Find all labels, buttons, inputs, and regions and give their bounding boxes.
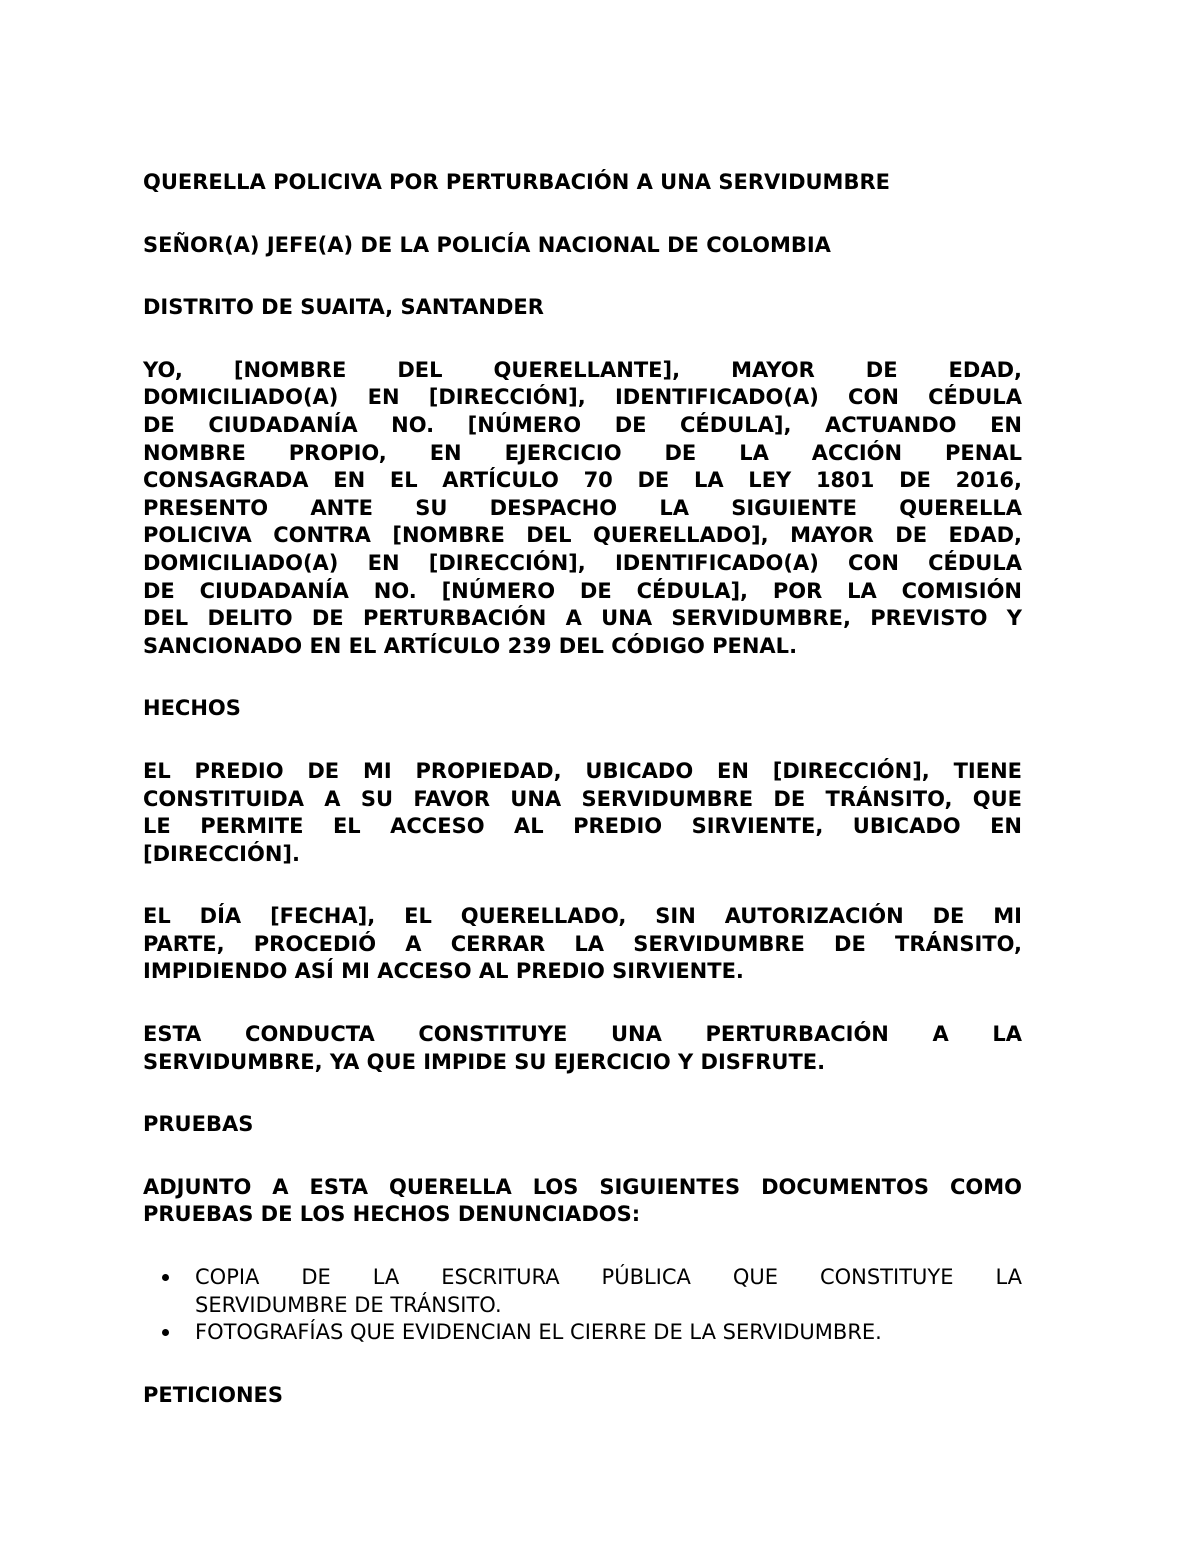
hechos-paragraph (143, 1021, 1022, 1076)
district: DISTRITO DE SUAITA, SANTANDER (143, 295, 544, 320)
list-item (143, 1264, 1022, 1319)
text-line: SERVIDUMBRE, YA QUE IMPIDE SU EJERCICIO Y DISFRUTE. (143, 1049, 826, 1074)
text-line: ADJUNTO A ESTA QUERELLA LOS SIGUIENTES DOCUMENTOS COMO (143, 1174, 1022, 1199)
text-line: PRESENTO ANTE SU DESPACHO LA SIGUIENTE QUERELLA (143, 495, 1022, 520)
text-line: SANCIONADO EN EL ARTÍCULO 239 DEL CÓDIGO PENAL. (143, 633, 798, 658)
text-line: CONSAGRADA EN EL ARTÍCULO 70 DE LA LEY 1801 DE 2016, (143, 468, 1022, 493)
text-line: EL PREDIO DE MI PROPIEDAD, UBICADO EN [DIRECCIÓN], TIENE (143, 758, 1022, 783)
text-line: DOMICILIADO(A) EN [DIRECCIÓN], IDENTIFICADO(A) CON CÉDULA (143, 550, 1022, 575)
peticiones-heading: PETICIONES (143, 1382, 283, 1407)
document-page (143, 169, 1022, 1444)
text-line: DEL DELITO DE PERTURBACIÓN A UNA SERVIDUMBRE, PREVISTO Y (143, 606, 1022, 631)
list-item (143, 1319, 1022, 1347)
hechos-heading: HECHOS (143, 696, 241, 721)
text-line: FOTOGRAFÍAS QUE EVIDENCIAN EL CIERRE DE LA SERVIDUMBRE. (195, 1320, 882, 1345)
text-line: DE CIUDADANÍA NO. [NÚMERO DE CÉDULA], ACTUANDO EN (143, 412, 1022, 437)
text-line: CONSTITUIDA A SU FAVOR UNA SERVIDUMBRE DE TRÁNSITO, QUE (143, 786, 1022, 811)
pruebas-heading: PRUEBAS (143, 1112, 254, 1137)
text-line: ESTA CONDUCTA CONSTITUYE UNA PERTURBACIÓN A LA (143, 1022, 1022, 1047)
bullet-icon (162, 1274, 169, 1281)
hechos-paragraph (143, 903, 1022, 986)
pruebas-list (143, 1264, 1022, 1347)
text-line: NOMBRE PROPIO, EN EJERCICIO DE LA ACCIÓN PENAL (143, 440, 1022, 465)
text-line: YO, [NOMBRE DEL QUERELLANTE], MAYOR DE EDAD, (143, 357, 1022, 382)
text-line: POLICIVA CONTRA [NOMBRE DEL QUERELLADO], MAYOR DE EDAD, (143, 523, 1022, 548)
document-title: QUERELLA POLICIVA POR PERTURBACIÓN A UNA SERVIDUMBRE (143, 170, 890, 194)
text-line: SERVIDUMBRE DE TRÁNSITO. (195, 1292, 502, 1317)
text-line: PARTE, PROCEDIÓ A CERRAR LA SERVIDUMBRE DE TRÁNSITO, (143, 931, 1022, 956)
intro-paragraph (143, 357, 1022, 661)
text-line: IMPIDIENDO ASÍ MI ACCESO AL PREDIO SIRVIENTE. (143, 959, 744, 984)
text-line: DE CIUDADANÍA NO. [NÚMERO DE CÉDULA], POR LA COMISIÓN (143, 578, 1022, 603)
text-line: [DIRECCIÓN]. (143, 841, 300, 866)
hechos-paragraph (143, 758, 1022, 868)
text-line: DOMICILIADO(A) EN [DIRECCIÓN], IDENTIFICADO(A) CON CÉDULA (143, 385, 1022, 410)
pruebas-intro (143, 1174, 1022, 1229)
text-line: LE PERMITE EL ACCESO AL PREDIO SIRVIENTE, UBICADO EN (143, 814, 1022, 839)
addressee: SEÑOR(A) JEFE(A) DE LA POLICÍA NACIONAL DE COLOMBIA (143, 232, 831, 257)
text-line: EL DÍA [FECHA], EL QUERELLADO, SIN AUTORIZACIÓN DE MI (143, 904, 1022, 929)
bullet-icon (162, 1329, 169, 1336)
text-line: PRUEBAS DE LOS HECHOS DENUNCIADOS: (143, 1202, 641, 1227)
text-line: COPIA DE LA ESCRITURA PÚBLICA QUE CONSTITUYE LA (195, 1265, 1022, 1290)
